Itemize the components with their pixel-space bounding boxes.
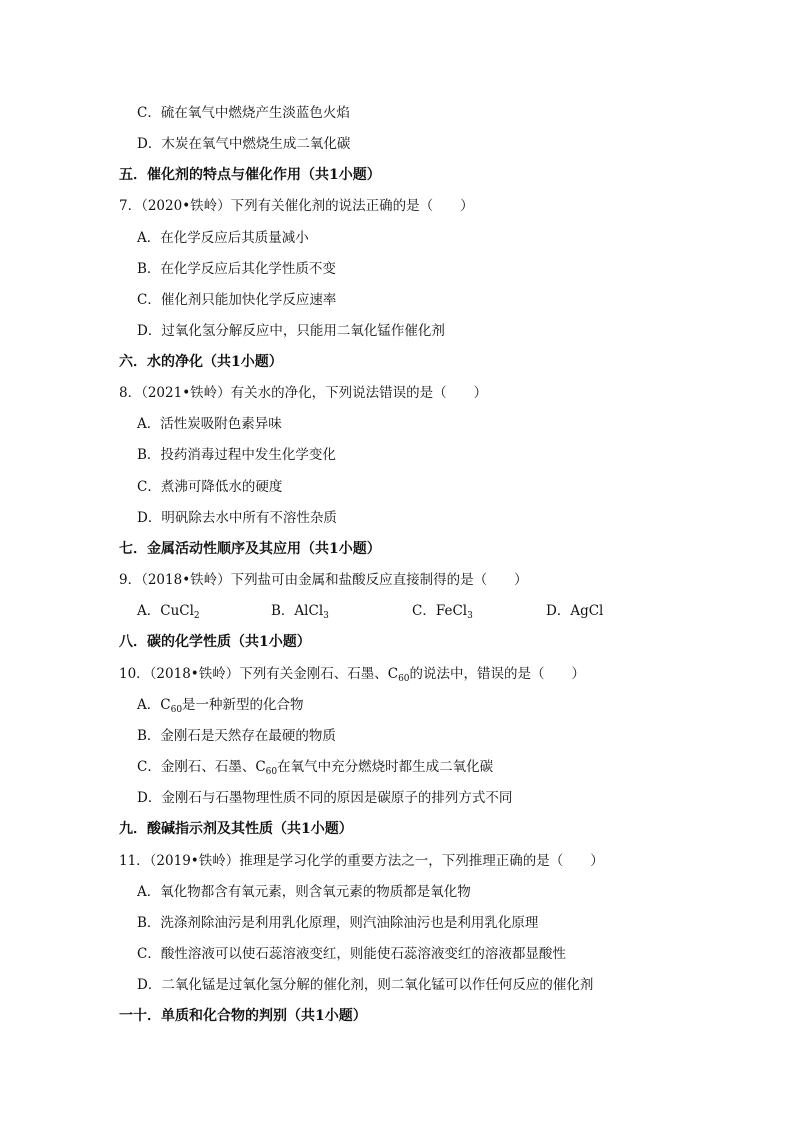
option-line: C．煮沸可降低水的硬度: [137, 479, 283, 495]
option-line: B．金刚石是天然存在最硬的物质: [137, 728, 336, 744]
option-line: B．投药消毒过程中发生化学变化: [137, 447, 336, 463]
section-heading: 八．碳的化学性质（共1小题）: [119, 634, 311, 650]
option-line: D．金刚石与石墨物理性质不同的原因是碳原子的排列方式不同: [137, 790, 513, 806]
section-heading: 七．金属活动性顺序及其应用（共1小题）: [119, 541, 381, 557]
option-line: A．在化学反应后其质量减小: [137, 230, 309, 246]
option-line: A．活性炭吸附色素异味: [137, 416, 282, 432]
option-c: C．FeCl$_3$: [412, 603, 473, 621]
section-heading: 五．催化剂的特点与催化作用（共1小题）: [119, 167, 381, 183]
section-heading: 九．酸碱指示剂及其性质（共1小题）: [119, 821, 353, 837]
option-line: D．二氧化锰是过氧化氢分解的催化剂，则二氧化锰可以作任何反应的催化剂: [137, 977, 594, 993]
option-line: B．洗涤剂除油污是利用乳化原理，则汽油除油污也是利用乳化原理: [137, 915, 539, 931]
option-line: D．木炭在氧气中燃烧生成二氧化碳: [137, 136, 351, 152]
question-stem: 7．（2020•铁岭）下列有关催化剂的说法正确的是（ ）: [119, 198, 474, 214]
section-heading: 六．水的净化（共1小题）: [119, 354, 283, 370]
option-b: B．AlCl$_3$: [271, 603, 329, 621]
option-line: C．金刚石、石墨、$C_{60}$在氧气中充分燃烧时都生成二氧化碳: [137, 759, 494, 777]
section-heading: 一十．单质和化合物的判别（共1小题）: [119, 1008, 367, 1024]
option-row: [137, 602, 697, 620]
option-line: D．明矾除去水中所有不溶性杂质: [137, 510, 337, 526]
question-stem: 8．（2021•铁岭）有关水的净化，下列说法错误的是（ ）: [119, 385, 488, 401]
question-stem: 9．（2018•铁岭）下列盐可由金属和盐酸反应直接制得的是（ ）: [119, 572, 528, 588]
option-line: C．催化剂只能加快化学反应速率: [137, 292, 337, 308]
option-a: A．CuCl$_2$: [137, 603, 200, 621]
option-line: A．$C_{60}$是一种新型的化合物: [137, 697, 304, 715]
option-d: D．AgCl: [546, 603, 604, 619]
question-stem: 11．（2019•铁岭）推理是学习化学的重要方法之一，下列推理正确的是（ ）: [119, 853, 604, 869]
option-line: B．在化学反应后其化学性质不变: [137, 261, 336, 277]
option-line: A．氧化物都含有氧元素，则含氧元素的物质都是氧化物: [137, 884, 471, 900]
option-line: C．硫在氧气中燃烧产生淡蓝色火焰: [137, 105, 350, 121]
option-line: D．过氧化氢分解反应中，只能用二氧化锰作催化剂: [137, 323, 445, 339]
question-stem: 10．（2018•铁岭）下列有关金刚石、石墨、$C_{60}$的说法中，错误的是（ ）: [119, 666, 586, 684]
option-line: C．酸性溶液可以使石蕊溶液变红，则能使石蕊溶液变红的溶液都显酸性: [137, 946, 566, 962]
